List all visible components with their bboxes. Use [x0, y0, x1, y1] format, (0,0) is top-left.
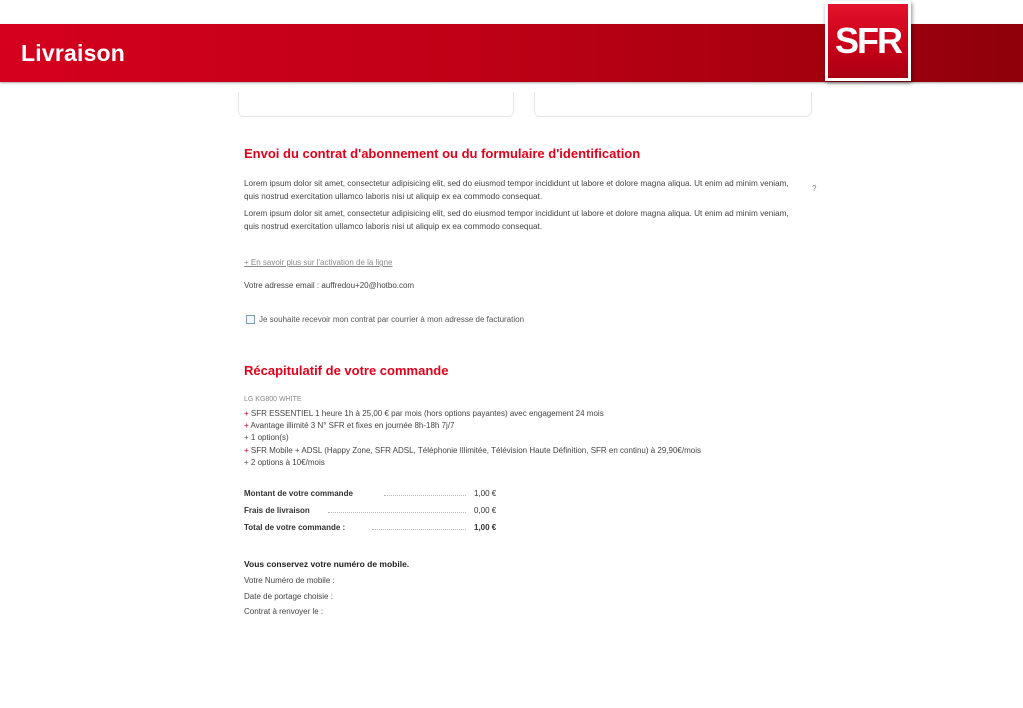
shipping-paragraph-2: Lorem ipsum dolor sit amet, consectetur adipisicing elit, sed do eiusmod tempor incididunt ut labore et dolore magna aliqua. Ut enim ad minim veniam, quis nostrud exercitation ullamco laboris nisi ut aliquip ex ea commodo consequat. [244, 209, 789, 231]
email-label: Votre adresse email : [244, 281, 320, 290]
total-label: Frais de livraison [244, 506, 310, 515]
order-items-list [244, 408, 701, 469]
total-value: 1,00 € [474, 523, 497, 532]
order-totals [244, 489, 504, 540]
order-item-text: Avantage illimité 3 N° SFR et fixes en journée 8h-18h 7j/7 [250, 421, 455, 431]
shipping-section-title: Envoi du contrat d'abonnement ou du formulaire d'identification [244, 146, 641, 161]
dotted-leader [372, 529, 466, 530]
top-panel-left [238, 92, 514, 117]
total-value: 0,00 € [474, 506, 497, 515]
shipping-paragraph-1: Lorem ipsum dolor sit amet, consectetur adipisicing elit, sed do eiusmod tempor incididunt ut labore et dolore magna aliqua. Ut enim ad minim veniam, quis nostrud exercitation ullamco laboris nisi ut aliquip ex ea commodo consequat. [244, 179, 789, 201]
keep-number-title: Vous conservez votre numéro de mobile. [244, 559, 410, 569]
contract-return-label: Contrat à renvoyer le : [244, 607, 324, 616]
mail-contract-option[interactable] [246, 315, 524, 324]
order-item-text: 2 options à 10€/mois [250, 457, 325, 467]
dotted-leader [328, 512, 466, 513]
total-row-shipping-fee [244, 506, 504, 523]
email-value: auffredou+20@hotbo.com [321, 281, 415, 290]
plus-icon: + [244, 409, 249, 418]
total-row-order-amount [244, 489, 504, 506]
order-item-text: SFR Mobile + ADSL (Happy Zone, SFR ADSL, Téléphonie Illimitée, Télévision Haute Définition, SFR en continu) à 29,90€/mois [250, 445, 701, 455]
sfr-logo: SFR [825, 1, 911, 81]
porting-date-label: Date de portage choisie : [244, 591, 333, 601]
list-item [244, 432, 701, 444]
total-value: 1,00 € [474, 489, 497, 498]
email-line [244, 281, 414, 290]
mail-contract-label: Je souhaite recevoir mon contrat par courrier à mon adresse de facturation [259, 315, 525, 324]
total-label: Total de votre commande : [244, 523, 346, 532]
order-item-text: SFR ESSENTIEL 1 heure 1h à 25,00 € par mois (hors options payantes) avec engagement 24 mois [250, 409, 604, 418]
activation-info-link[interactable]: + En savoir plus sur l'activation de la ligne [244, 258, 393, 267]
dotted-leader [384, 495, 466, 496]
list-item [244, 457, 701, 469]
plus-icon: + [244, 421, 249, 431]
keep-number-details [244, 573, 335, 620]
plus-icon: + [244, 433, 249, 443]
plus-icon: + [244, 457, 249, 467]
summary-section-title: Récapitulatif de votre commande [244, 363, 449, 378]
top-panels [240, 92, 815, 120]
page-title: Livraison [21, 40, 126, 66]
top-panel-right [534, 92, 812, 117]
product-name: LG KG800 WHITE [244, 396, 302, 403]
help-icon[interactable]: ? [812, 184, 817, 193]
total-row-grand-total [244, 523, 504, 540]
plus-icon: + [244, 445, 249, 455]
list-item [244, 445, 701, 457]
total-label: Montant de votre commande [244, 489, 353, 498]
order-item-text: 1 option(s) [250, 433, 289, 443]
list-item [244, 420, 701, 432]
list-item [244, 408, 701, 420]
mobile-number-label: Votre Numéro de mobile : [244, 576, 335, 585]
mail-contract-checkbox[interactable] [246, 315, 255, 324]
